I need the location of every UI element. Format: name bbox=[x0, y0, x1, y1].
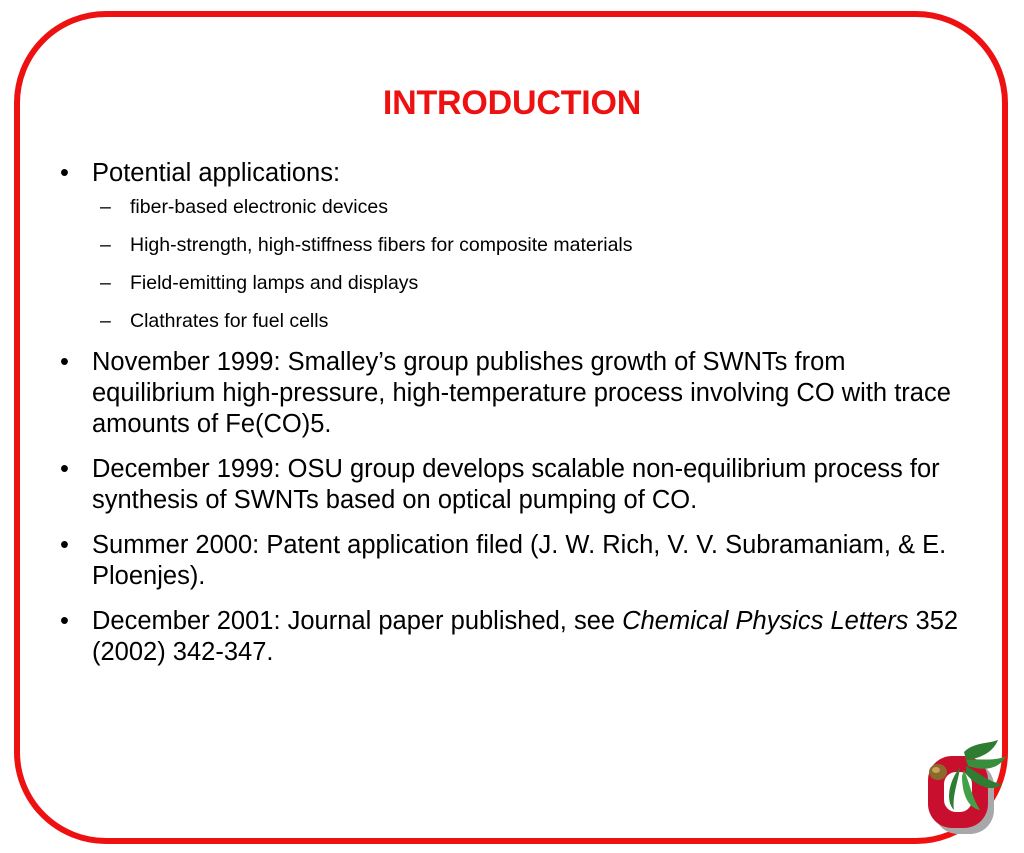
sub-item bbox=[60, 271, 960, 295]
sub-item bbox=[60, 195, 960, 219]
bullet-text: December 1999: OSU group develops scalable non-equilibrium process for synthesis of SWNTs based on optical pumping of CO. bbox=[92, 455, 940, 514]
sub-list-applications bbox=[60, 195, 960, 333]
dash-icon: – bbox=[100, 272, 111, 294]
logo-leaf bbox=[964, 740, 998, 760]
bullet-icon: • bbox=[60, 159, 69, 187]
bullet-item-dec-1999 bbox=[60, 454, 960, 516]
logo-nut-highlight bbox=[932, 767, 940, 773]
osu-buckeye-block-o-icon bbox=[914, 738, 1014, 838]
bullet-item-nov-1999 bbox=[60, 347, 960, 440]
bullet-text: Potential applications: bbox=[92, 159, 341, 187]
bullet-text-after: 352 (2002) 342-347. bbox=[92, 607, 959, 666]
bullet-text-before: December 2001: Journal paper published, see bbox=[92, 607, 623, 635]
dash-icon: – bbox=[100, 234, 111, 256]
sub-item-text: fiber-based electronic devices bbox=[130, 196, 388, 218]
logo-graphic bbox=[914, 738, 1014, 838]
bullet-icon: • bbox=[60, 531, 69, 559]
bullet-text: November 1999: Smalley’s group publishes growth of SWNTs from equilibrium high-pressure, high-temperature process involving CO with trace amounts of Fe(CO)5. bbox=[92, 348, 951, 438]
sub-item-text: High-strength, high-stiffness fibers for composite materials bbox=[130, 234, 633, 256]
bullet-text bbox=[92, 607, 958, 666]
sub-item-text: Clathrates for fuel cells bbox=[130, 310, 329, 332]
bullet-icon: • bbox=[60, 607, 69, 635]
dash-icon: – bbox=[100, 310, 111, 332]
bullet-item-applications bbox=[60, 158, 960, 189]
bullet-icon: • bbox=[60, 455, 69, 483]
sub-item bbox=[60, 309, 960, 333]
dash-icon: – bbox=[100, 196, 111, 218]
bullet-icon: • bbox=[60, 348, 69, 376]
bullet-item-dec-2001 bbox=[60, 606, 960, 668]
journal-title: Chemical Physics Letters bbox=[622, 607, 909, 635]
bullet-text: Summer 2000: Patent application filed (J. W. Rich, V. V. Subramaniam, & E. Ploenjes). bbox=[92, 531, 947, 590]
slide-title: INTRODUCTION bbox=[382, 84, 642, 122]
sub-item-text: Field-emitting lamps and displays bbox=[130, 272, 419, 294]
bullet-item-summer-2000 bbox=[60, 530, 960, 592]
sub-item bbox=[60, 233, 960, 257]
slide-content bbox=[60, 158, 960, 668]
